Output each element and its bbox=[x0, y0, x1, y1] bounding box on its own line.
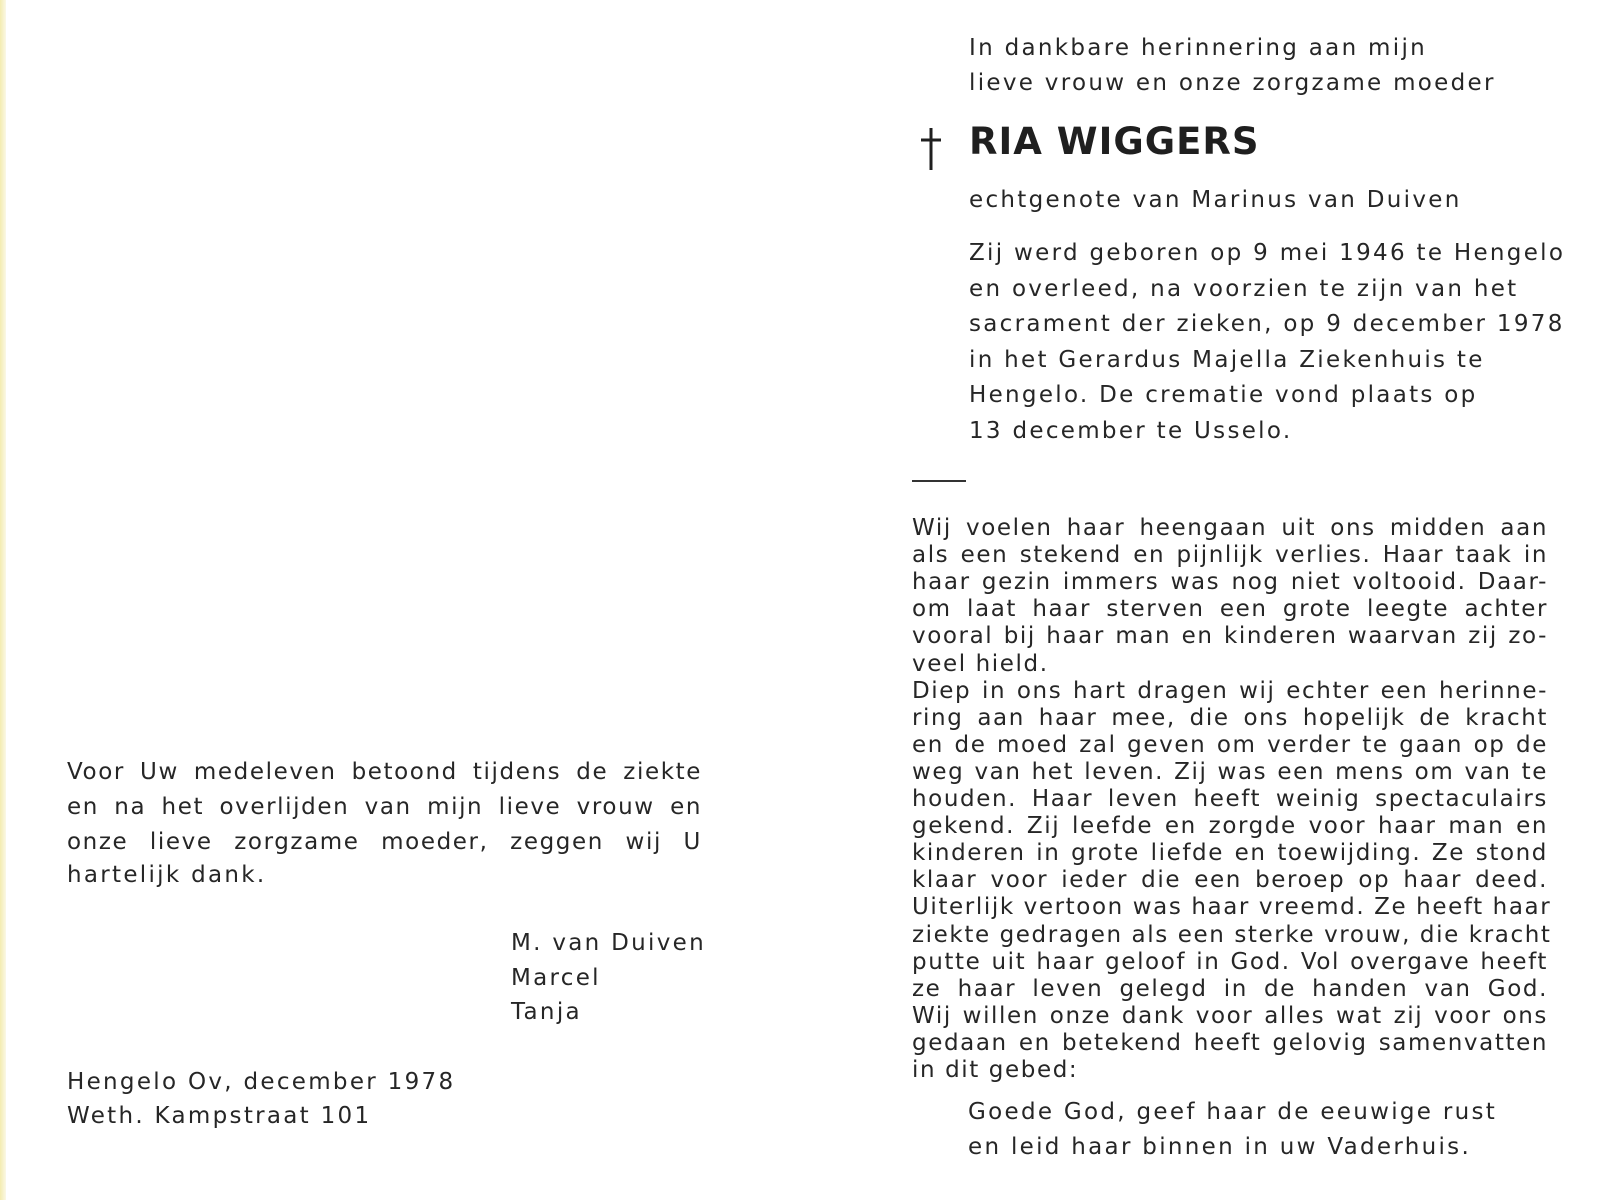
memorial-line: Wij willen onze dank voor alles wat zij voor ons bbox=[912, 1002, 1548, 1029]
divider-rule bbox=[912, 480, 966, 482]
memorial-line: ziekte gedragen als een sterke vrouw, die kracht bbox=[912, 921, 1552, 948]
memorial-line: in dit gebed: bbox=[912, 1057, 1079, 1083]
memorial-line: weg van het leven. Zij was een mens om van te bbox=[912, 758, 1548, 785]
memorial-line: en de moed zal geven om verder te gaan op de bbox=[912, 731, 1548, 758]
signatory: Tanja bbox=[511, 999, 582, 1025]
place-date: Hengelo Ov, december 1978 bbox=[67, 1069, 456, 1095]
memorial-line: ze haar leven gelegd in de handen van God. bbox=[912, 975, 1548, 1002]
memorial-line: ring aan haar mee, die ons hopelijk de kracht bbox=[912, 704, 1548, 731]
address: Weth. Kampstraat 101 bbox=[67, 1103, 372, 1129]
thanks-line: Voor Uw medeleven betoond tijdens de ziekte bbox=[67, 759, 702, 785]
intro-line: lieve vrouw en onze zorgzame moeder bbox=[969, 70, 1496, 96]
bio-line: en overleed, na voorzien te zijn van het bbox=[969, 276, 1519, 302]
prayer-line: Goede God, geef haar de eeuwige rust bbox=[968, 1099, 1498, 1125]
thanks-line: onze lieve zorgzame moeder, zeggen wij U bbox=[67, 829, 702, 855]
memorial-line: gedaan en betekend heeft gelovig samenvatten bbox=[912, 1029, 1548, 1056]
thanks-line: hartelijk dank. bbox=[67, 862, 267, 888]
memorial-line: kinderen in grote liefde en toewijding. Ze stond bbox=[912, 840, 1548, 867]
spouse-line: echtgenote van Marinus van Duiven bbox=[969, 187, 1462, 213]
card-left-edge bbox=[0, 0, 6, 1200]
signatory: M. van Duiven bbox=[511, 930, 706, 956]
memorial-line: als een stekend en pijnlijk verlies. Haar taak in bbox=[912, 542, 1548, 569]
memorial-line: houden. Haar leven heeft weinig spectaculairs bbox=[912, 786, 1548, 812]
cross-icon bbox=[916, 126, 946, 172]
memorial-line: om laat haar sterven een grote leegte achter bbox=[912, 596, 1548, 623]
memorial-line: klaar voor ieder die een beroep op haar deed. bbox=[912, 867, 1548, 894]
bio-line: 13 december te Usselo. bbox=[969, 418, 1293, 444]
thanks-line: en na het overlijden van mijn lieve vrouw en bbox=[67, 794, 702, 820]
bio-line: in het Gerardus Majella Ziekenhuis te bbox=[969, 347, 1485, 373]
signatory: Marcel bbox=[511, 965, 601, 991]
memorial-line: putte uit haar geloof in God. Vol overgave heeft bbox=[912, 948, 1548, 975]
prayer-line: en leid haar binnen in uw Vaderhuis. bbox=[968, 1134, 1472, 1160]
memorial-line: gekend. Zij leefde en zorgde voor haar man en bbox=[912, 813, 1548, 840]
memorial-line: Uiterlijk vertoon was haar vreemd. Ze heeft haar bbox=[912, 894, 1552, 921]
intro-line: In dankbare herinnering aan mijn bbox=[969, 35, 1428, 61]
deceased-name: RIA WIGGERS bbox=[969, 120, 1260, 163]
memorial-line: veel hield. bbox=[912, 650, 1049, 677]
bio-line: Hengelo. De crematie vond plaats op bbox=[969, 382, 1478, 408]
memorial-line: Diep in ons hart dragen wij echter een herinne- bbox=[912, 677, 1548, 704]
memorial-line: vooral bij haar man en kinderen waarvan zij zo- bbox=[912, 623, 1548, 650]
bio-line: sacrament der zieken, op 9 december 1978 bbox=[969, 311, 1565, 337]
memorial-line: haar gezin immers was nog niet voltooid. Daar- bbox=[912, 569, 1548, 596]
memorial-line: Wij voelen haar heengaan uit ons midden aan bbox=[912, 515, 1548, 541]
bio-line: Zij werd geboren op 9 mei 1946 te Hengelo bbox=[969, 240, 1566, 266]
